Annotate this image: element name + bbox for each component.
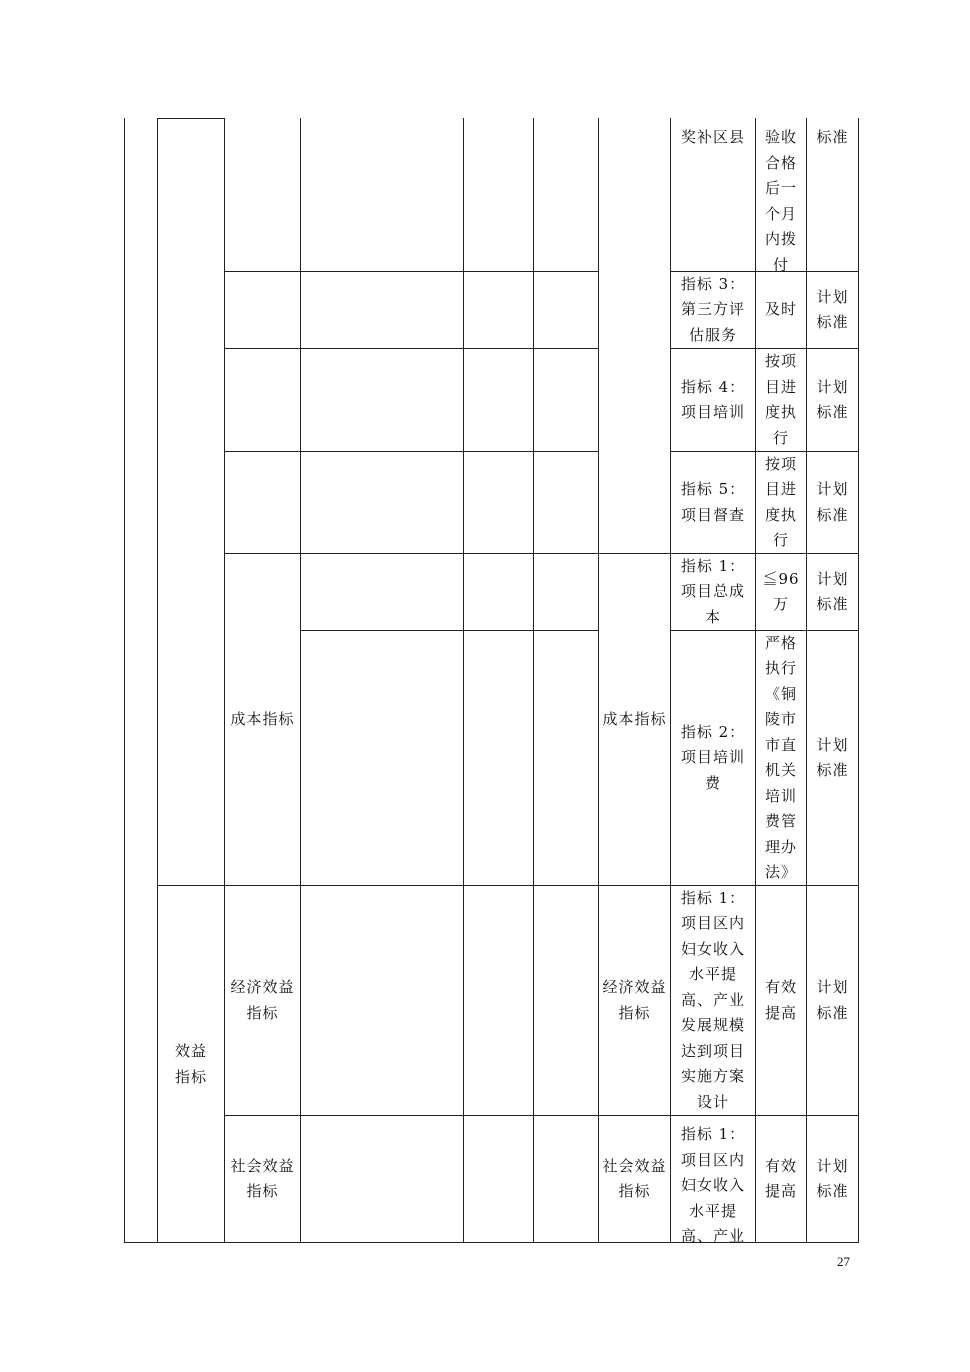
social-benefit-label-right: 社会效益指标 [602,1156,667,1200]
standard-cell: 计划标准 [816,569,849,613]
metric-cell: 指标 3：第三方评估服务 [680,274,746,344]
value-cell: 有效提高 [764,1156,797,1200]
value-cell: 严格执行《铜陵市市直机关培训费管理办法》 [764,633,797,881]
social-benefit-label: 社会效益指标 [230,1156,295,1200]
cost-indicator-label: 成本指标 [230,709,295,728]
value-cell: 按项目进度执行 [764,454,797,549]
economic-benefit-label: 经济效益指标 [230,978,295,1022]
metric-cell: 指标 1：项目总成本 [680,556,746,626]
standard-cell: 计划标准 [816,735,849,779]
value-cell: ≦96万 [762,569,800,613]
economic-benefit-label-right: 经济效益指标 [602,978,667,1022]
standard-cell: 计划标准 [816,377,849,421]
metric-cell: 指标 5：项目督查 [680,480,746,524]
metric-cell: 指标 4：项目培训 [680,377,746,421]
value-cell: 有效提高 [764,978,797,1022]
benefit-indicator-label: 效益指标 [174,1042,207,1086]
standard-cell: 计划标准 [816,480,849,524]
metric-cell: 奖补区县 [680,128,745,146]
metric-cell: 指标 2：项目培训费 [680,722,746,792]
value-cell: 及时 [764,300,797,319]
standard-cell: 标准 [816,128,849,146]
metric-cell: 指标 1：项目区内妇女收入水平提高、产业 [680,1125,746,1245]
standard-cell: 计划标准 [816,978,849,1022]
standard-cell: 计划标准 [816,287,849,331]
standard-cell: 计划标准 [816,1156,849,1200]
page-number: 27 [837,1254,850,1269]
value-cell: 按项目进度执行 [764,352,797,447]
value-cell: 验收合格后一个月内拨付 [764,128,797,274]
cost-indicator-label-right: 成本指标 [602,709,667,728]
metric-cell: 指标 1：项目区内妇女收入水平提高、产业发展规模达到项目实施方案设计 [680,888,746,1111]
